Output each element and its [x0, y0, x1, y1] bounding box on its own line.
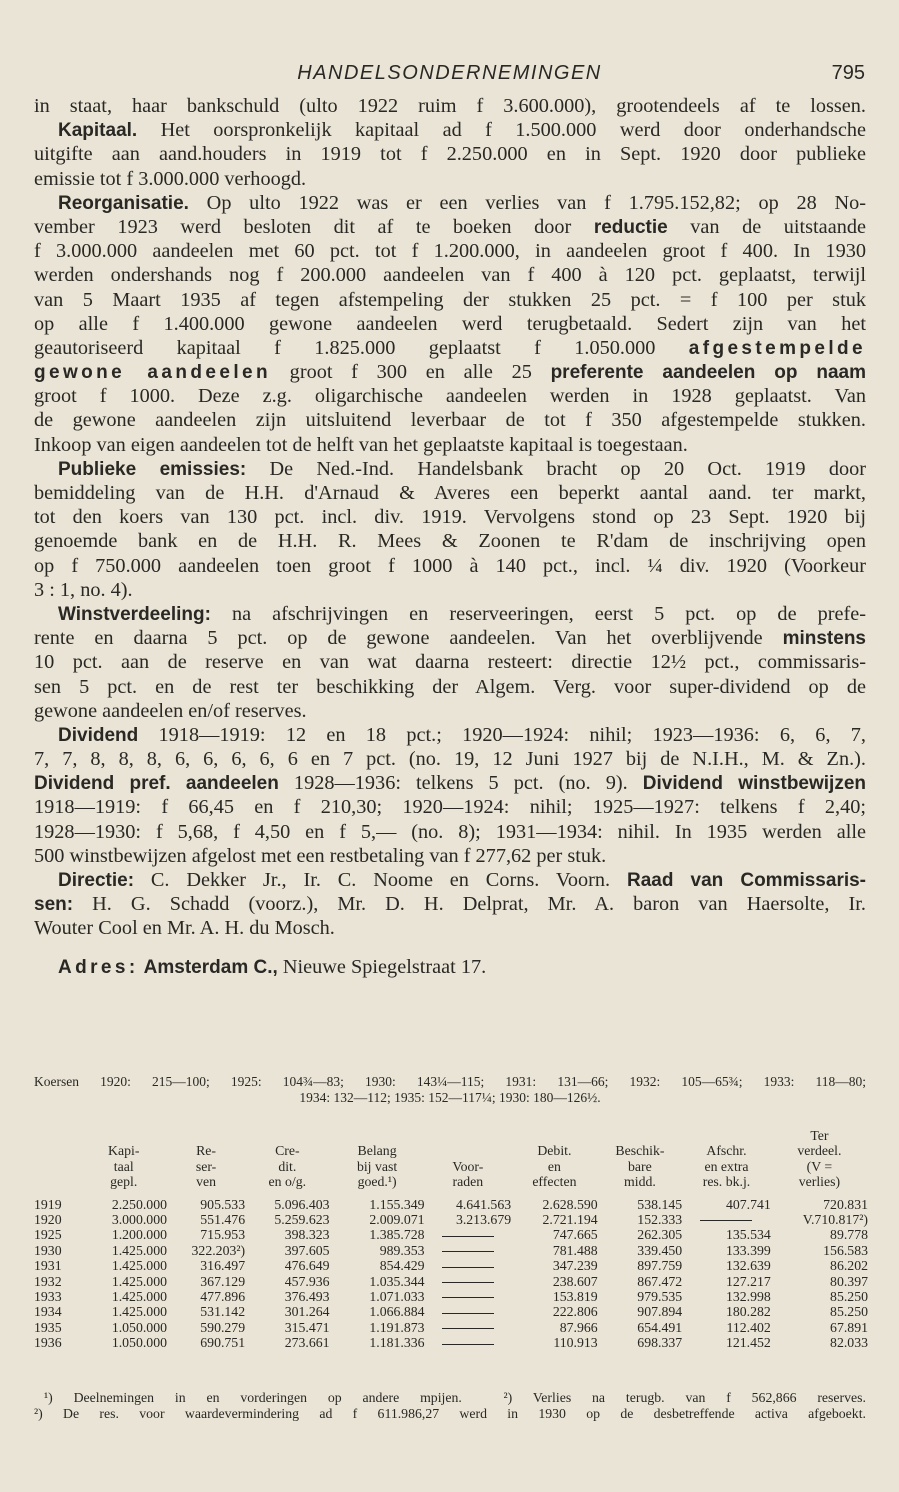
table-cell: 322.203²) [191, 1242, 246, 1258]
column-header-line: bare [628, 1158, 652, 1174]
section-label-publieke-emissies: Publieke emissies: [58, 458, 247, 480]
text-line: groot f 1000. Deze z.g. oligarchische aandeelen werden in 1928 geplaatst. Van [34, 385, 866, 408]
section-label-raad: Raad van Commissaris- [627, 870, 867, 891]
column-header [330, 1128, 425, 1194]
body-text [34, 94, 866, 979]
dash-rule [442, 1236, 494, 1237]
footnote-1: ¹) Deelnemingen in en vorderingen op andere mpijen. [44, 1390, 462, 1405]
table-row [34, 1212, 868, 1227]
section-label-dividend: Dividend [58, 724, 139, 746]
column-header [167, 1128, 245, 1194]
text-line: Winstverdeeling: na afschrijvingen en reserveeringen, eerst 5 pct. op de prefe- [58, 602, 866, 625]
text-line: genoemde bank en de H.H. R. Mees & Zoonen te R'dam de inschrijving open [34, 530, 866, 553]
table-cell: 905.533 [200, 1196, 246, 1212]
text-line: 1928—1930: f 5,68, f 4,50 en f 5,— (no. 8); 1931—1934: nihil. In 1935 werden alle [34, 820, 866, 843]
column-header-line: raden [452, 1174, 484, 1190]
table-cell: 1936 [34, 1335, 62, 1351]
table-cell: 590.279 [200, 1319, 246, 1335]
text-line: Publieke emissies: De Ned.-Ind. Handelsbank bracht op 20 Oct. 1919 door [58, 457, 866, 480]
column-header-line: res. bk.j. [702, 1174, 751, 1190]
table-cell: 67.891 [830, 1319, 868, 1335]
column-header-line: ven [196, 1174, 217, 1190]
table-cell: 82.033 [830, 1335, 868, 1351]
column-header-line: goed.¹) [357, 1174, 397, 1190]
column-header-line: Kapi- [108, 1143, 140, 1159]
table-cell: 690.751 [200, 1335, 246, 1351]
table-cell: 152.333 [637, 1212, 683, 1228]
column-header-line: Cre- [275, 1143, 300, 1159]
table-cell: 654.491 [637, 1319, 683, 1335]
table-cell: 531.142 [200, 1304, 246, 1320]
table-cell: 347.239 [552, 1258, 598, 1274]
column-header [80, 1128, 167, 1194]
table-cell: 698.337 [637, 1335, 683, 1351]
column-header-line: Beschik- [615, 1143, 665, 1159]
table-cell: 3.000.000 [111, 1212, 167, 1228]
table-cell: 2.009.071 [369, 1212, 425, 1228]
table-cell: 86.202 [830, 1258, 868, 1274]
table-cell: 315.471 [284, 1319, 330, 1335]
table-cell: 1.425.000 [111, 1304, 167, 1320]
table-cell: 1.050.000 [111, 1319, 167, 1335]
table-cell: 407.741 [725, 1196, 771, 1212]
text-line: op alle f 1.400.000 gewone aandeelen werd terugbetaald. Sedert zijn van het [34, 312, 866, 335]
table-cell [425, 1320, 512, 1335]
column-header-line: dit. [278, 1158, 297, 1174]
text-line: de gewone aandeelen zijn uitsluitend leverbaar de tot f 350 afgestempelde stukken. [34, 409, 866, 432]
dash-rule [442, 1313, 494, 1314]
price-quotes [34, 1074, 866, 1106]
column-header-line: effecten [532, 1174, 577, 1190]
table-cell: 551.476 [200, 1212, 246, 1228]
column-header [598, 1128, 682, 1194]
table-cell: 132.639 [725, 1258, 771, 1274]
table-cell: 1919 [34, 1196, 62, 1212]
table-cell: 316.497 [200, 1258, 246, 1274]
table-row [34, 1304, 868, 1319]
table-cell: 262.305 [637, 1227, 683, 1243]
table-cell: 1.066.884 [369, 1304, 425, 1320]
table-cell: 897.759 [637, 1258, 683, 1274]
table-cell: 1920 [34, 1212, 62, 1228]
table-cell [425, 1289, 512, 1304]
table-cell: 156.583 [823, 1242, 868, 1258]
table-cell: 132.998 [725, 1289, 771, 1305]
table-header-row [34, 1128, 868, 1194]
column-header-line: Ter [810, 1128, 829, 1143]
table-row [34, 1335, 868, 1350]
table-cell: 1935 [34, 1319, 62, 1335]
column-header-line: verdeel. [797, 1143, 842, 1159]
table-cell: 273.661 [284, 1335, 330, 1351]
dash-rule [700, 1220, 752, 1221]
section-label-dividend-pref: Dividend pref. aandeelen [34, 773, 279, 795]
section-label-kapitaal: Kapitaal. [58, 120, 138, 142]
table-row [34, 1194, 868, 1212]
text-line: 500 winstbewijzen afgelost met een restbetaling van f 277,62 per stuk. [34, 844, 607, 867]
dash-rule [442, 1282, 494, 1283]
table-cell [425, 1227, 512, 1242]
table-cell: 1932 [34, 1273, 62, 1289]
text-line: Inkoop van eigen aandeelen tot de helft van het geplaatste kapitaal is toegestaan. [34, 433, 688, 456]
column-header-line: (V = [806, 1158, 833, 1174]
table-cell: V.710.817²) [802, 1212, 868, 1228]
table-cell: 89.778 [830, 1227, 868, 1243]
table-cell: 1931 [34, 1258, 62, 1274]
table-cell: 2.250.000 [111, 1196, 167, 1212]
financial-table [34, 1128, 868, 1351]
text-line: emissie tot f 3.000.000 verhoogd. [34, 167, 307, 190]
column-header-line: Afschr. [706, 1143, 747, 1159]
table-cell: 112.402 [726, 1319, 771, 1335]
table-cell: 1.385.728 [369, 1227, 425, 1243]
table-cell: 1.425.000 [111, 1273, 167, 1289]
table-cell: 1.425.000 [111, 1242, 167, 1258]
column-header-line: Debit. [537, 1143, 572, 1159]
table-cell: 1934 [34, 1304, 62, 1320]
address-city: Amsterdam C., [143, 956, 278, 978]
table-cell: 1933 [34, 1289, 62, 1305]
table-cell: 907.894 [637, 1304, 683, 1320]
table-cell: 1.035.344 [369, 1273, 425, 1289]
column-header [34, 1128, 80, 1194]
column-header-line: Voor- [452, 1158, 484, 1174]
table-cell: 398.323 [284, 1227, 330, 1243]
emphasis-pref-naam: preferente aandeelen op naam [550, 362, 866, 384]
text-line: 1918—1919: f 66,45 en f 210,30; 1920—1924: nihil; 1925—1927: telkens f 2,40; [34, 796, 866, 819]
table-cell: 2.628.590 [542, 1196, 598, 1212]
dash-rule [442, 1251, 494, 1252]
price-quotes-line: Koersen 1920: 215—100; 1925: 104¾—83; 1930: 143¼—115; 1931: 131—66; 1932: 105—65¾; 1933: 118—80; [34, 1074, 866, 1089]
table-row [34, 1289, 868, 1304]
table-cell: 87.966 [559, 1319, 598, 1335]
table-row [34, 1274, 868, 1289]
table-cell: 121.452 [725, 1335, 771, 1351]
table-cell: 781.488 [552, 1242, 598, 1258]
table-cell [425, 1274, 512, 1289]
column-header-line: en extra [704, 1158, 749, 1174]
text-line: in staat, haar bankschuld (ulto 1922 ruim f 3.600.000), grootendeels af te lossen. [34, 95, 866, 117]
table-cell: 867.472 [637, 1273, 683, 1289]
table-cell: 339.450 [637, 1242, 683, 1258]
column-header-line: midd. [624, 1174, 656, 1190]
text-line: geautoriseerd kapitaal f 1.825.000 geplaatst f 1.050.000 afgestempelde [34, 336, 866, 359]
footnote-3: ²) De res. voor waardevermindering ad f 611.986,27 werd in 1930 op de desbetreffende activa afgeboekt. [34, 1406, 866, 1421]
table-row [34, 1243, 868, 1258]
section-label-dividend-winst: Dividend winstbewijzen [642, 773, 867, 795]
table-cell: 989.353 [379, 1242, 425, 1258]
table-cell: 2.721.194 [542, 1212, 598, 1228]
text-line: tot den koers van 130 pct. incl. div. 1919. Vervolgens stond op 23 Sept. 1920 bij [34, 506, 866, 529]
section-label-winstverdeeling: Winstverdeeling: [58, 603, 211, 625]
address-line [34, 955, 866, 979]
table-cell: 1.425.000 [111, 1258, 167, 1274]
table-cell: 457.936 [284, 1273, 330, 1289]
dash-rule [442, 1297, 494, 1298]
text-line: Wouter Cool en Mr. A. H. du Mosch. [34, 917, 335, 940]
text-line: 3 : 1, no. 4). [34, 578, 133, 601]
table-body [34, 1194, 868, 1351]
text-line: werden ondershands nog f 200.000 aandeelen van f 400 à 120 pct. geplaatst, terwijl [34, 264, 866, 287]
table-cell: 153.819 [552, 1289, 598, 1305]
emphasis-gewone-aandeelen: gewone aandeelen [34, 362, 271, 384]
table-cell: 1.071.033 [369, 1289, 425, 1305]
table-cell: 301.264 [284, 1304, 330, 1320]
table-row [34, 1320, 868, 1335]
table-cell: 238.607 [552, 1273, 598, 1289]
table-cell: 3.213.679 [455, 1212, 512, 1228]
table-cell: 133.399 [725, 1242, 771, 1258]
column-header-line: taal [113, 1158, 134, 1174]
text-line: Reorganisatie. Op ulto 1922 was er een verlies van f 1.795.152,82; op 28 No- [58, 191, 867, 214]
table-cell: 85.250 [830, 1304, 868, 1320]
text-line: 10 pct. aan de reserve en van wat daarna resteert: directie 12½ pct., commissaris- [34, 651, 866, 674]
table-cell: 1930 [34, 1242, 62, 1258]
table-cell [425, 1304, 512, 1319]
column-header-line: bij vast [356, 1158, 398, 1174]
price-quotes-line: 1934: 132—112; 1935: 152—117¼; 1930: 180—126½. [299, 1090, 601, 1105]
text-line: f 3.000.000 aandeelen met 60 pct. tot f 1.200.000, in aandeelen groot f 400. In 1930 [34, 240, 866, 263]
emphasis-afgestempelde: afgestempelde [688, 337, 866, 359]
table-cell: 477.896 [200, 1289, 246, 1305]
table-cell: 1.155.349 [369, 1196, 425, 1212]
text-line: rente en daarna 5 pct. op de gewone aandeelen. Van het overblijvende minstens [34, 627, 866, 650]
table-cell: 397.605 [284, 1242, 330, 1258]
text-line: van 5 Maart 1935 af tegen afstempeling der stukken 25 pct. = f 100 per stuk [34, 288, 866, 311]
text-line: gewone aandeelen groot f 300 en alle 25 preferente aandeelen op naam [34, 361, 866, 384]
section-label-directie: Directie: [58, 870, 135, 891]
table-cell: 5.096.403 [274, 1196, 330, 1212]
text-line: 7, 7, 8, 8, 8, 6, 6, 6, 6, 6 en 7 pct. (no. 19, 12 Juni 1927 bij de N.I.H., M. & Zn.). [34, 748, 866, 771]
column-header-line: en o/g. [268, 1174, 307, 1190]
section-label-reorganisatie: Reorganisatie. [58, 192, 189, 214]
table-cell: 979.535 [637, 1289, 683, 1305]
column-header [245, 1128, 329, 1194]
table-row [34, 1258, 868, 1273]
page-number: 795 [831, 62, 865, 84]
text-line: vember 1923 werd besloten dit af te boeken door reductie van de uitstaande [34, 215, 866, 238]
column-header-line: en [547, 1158, 561, 1174]
text-line: Dividend 1918—1919: 12 en 18 pct.; 1920—1924: nihil; 1923—1936: 6, 6, 7, [58, 723, 866, 746]
table-cell: 85.250 [830, 1289, 868, 1305]
table-cell: 376.493 [284, 1289, 330, 1305]
column-header-line: Belang [357, 1143, 397, 1159]
table-cell [425, 1335, 512, 1350]
table-cell: 538.145 [637, 1196, 683, 1212]
text-line: bemiddeling van de H.H. d'Arnaud & Averes een beperkt aantal aand. ter markt, [34, 482, 866, 504]
column-header [682, 1128, 771, 1194]
dash-rule [442, 1344, 494, 1345]
column-header [425, 1128, 512, 1194]
table-cell: 4.641.563 [455, 1196, 512, 1212]
table-cell: 1.200.000 [111, 1227, 167, 1243]
footnote-line [34, 1390, 866, 1406]
table-cell: 1925 [34, 1227, 62, 1243]
text-line: op f 750.000 aandeelen toen groot f 1000 à 140 pct., incl. ¼ div. 1920 (Voorkeur [34, 554, 866, 577]
emphasis-minstens: minstens [782, 628, 866, 650]
table-cell: 1.181.336 [369, 1335, 425, 1351]
table-cell: 1.050.000 [111, 1335, 167, 1351]
table-cell: 5.259.623 [274, 1212, 330, 1228]
table-cell: 110.913 [553, 1335, 598, 1351]
text-line: uitgifte aan aand.houders in 1919 tot f 2.250.000 en in Sept. 1920 door publieke [34, 143, 866, 166]
table-cell: 127.217 [725, 1273, 771, 1289]
table-cell: 1.425.000 [111, 1289, 167, 1305]
table-cell: 80.397 [830, 1273, 868, 1289]
table-cell: 222.806 [552, 1304, 598, 1320]
table-cell: 180.282 [725, 1304, 771, 1320]
table-cell [425, 1243, 512, 1258]
dash-rule [442, 1328, 494, 1329]
footnote-2: ²) Verlies na terugb. van f 562,866 reserves. [503, 1390, 866, 1405]
table-cell: 715.953 [200, 1227, 246, 1243]
column-header-line: Re- [196, 1143, 217, 1159]
table-cell: 476.649 [284, 1258, 330, 1274]
column-header [771, 1128, 868, 1194]
section-label-raad-cont: sen: [34, 894, 74, 916]
table-cell: 854.429 [379, 1258, 425, 1274]
table-cell [682, 1212, 771, 1227]
text-line: sen: H. G. Schadd (voorz.), Mr. D. H. Delprat, Mr. A. baron van Haersolte, Ir. [34, 893, 866, 916]
table-cell: 367.129 [200, 1273, 246, 1289]
text-line: gewone aandeelen en/of reserves. [34, 699, 307, 722]
table-cell: 720.831 [823, 1196, 868, 1212]
emphasis-reductie: reductie [593, 216, 668, 238]
dash-rule [442, 1267, 494, 1268]
section-title: HANDELSONDERNEMINGEN [297, 62, 602, 84]
text-line: Kapitaal. Het oorspronkelijk kapitaal ad f 1.500.000 werd door onderhandsche [58, 119, 866, 142]
running-head [34, 60, 865, 90]
column-header-line: gepl. [110, 1174, 138, 1190]
text-line: Directie: C. Dekker Jr., Ir. C. Noome en Corns. Voorn. Raad van Commissaris- [58, 869, 867, 891]
table-cell [425, 1258, 512, 1273]
section-label-adres: Adres: [58, 956, 139, 978]
text-line: sen 5 pct. en de rest ter beschikking der Algem. Verg. voor super-dividend op de [34, 675, 866, 698]
table-cell: 1.191.873 [369, 1319, 425, 1335]
table-cell: 747.665 [552, 1227, 598, 1243]
footnotes [34, 1390, 866, 1422]
address-street: Nieuwe Spiegelstraat 17. [282, 955, 487, 978]
column-header [511, 1128, 598, 1194]
table-cell: 135.534 [725, 1227, 771, 1243]
column-header-line: ser- [195, 1158, 217, 1174]
text-line: Dividend pref. aandeelen 1928—1936: telkens 5 pct. (no. 9). Dividend winstbewijzen [34, 772, 867, 795]
column-header-line: verlies) [798, 1174, 841, 1190]
table-row [34, 1227, 868, 1242]
